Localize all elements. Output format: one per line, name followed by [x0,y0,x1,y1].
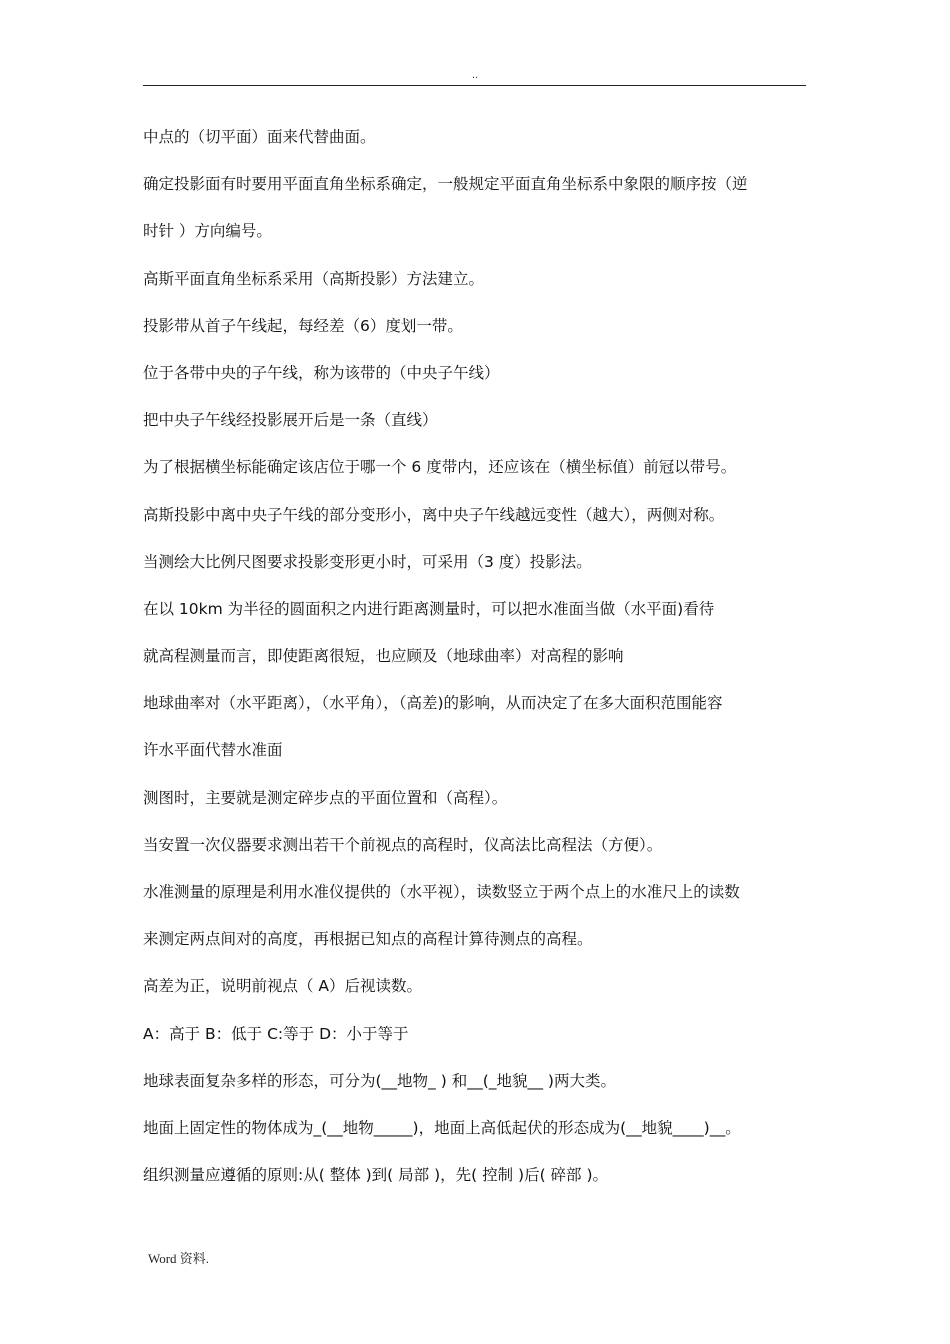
text-line-3: 时针 ）方向编号。 [143,222,272,241]
text-line-20: A：高于 B：低于 C:等于 D：小于等于 [143,1024,409,1043]
text-line-10: 当测绘大比例尺图要求投影变形更小时，可采用（3 度）投影法。 [143,552,592,571]
text-line-23: 组织测量应遵循的原则:从( 整体 )到( 局部 )，先( 控制 )后( 碎部 )。 [143,1166,609,1185]
text-line-22: 地面上固定性的物体成为_(__地物_____)，地面上高低起伏的形态成为(__地貌____)__。 [143,1118,741,1137]
text-line-11: 在以 10km 为半径的圆面积之内进行距离测量时，可以把水准面当做（水平面)看待 [143,599,715,618]
text-line-15: 测图时，主要就是测定碎步点的平面位置和（高程）。 [143,788,508,807]
text-line-16: 当安置一次仪器要求测出若干个前视点的高程时，仪高法比高程法（方便）。 [143,835,663,854]
text-line-14: 许水平面代替水准面 [143,741,283,760]
document-body [143,121,811,1206]
text-line-6: 位于各带中央的子午线，称为该带的（中央子午线） [143,363,500,382]
text-line-2: 确定投影面有时要用平面直角坐标系确定，一般规定平面直角坐标系中象限的顺序按（逆 [143,175,748,194]
header-mark: .. [471,70,479,81]
text-line-13: 地球曲率对（水平距离），（水平角），（高差)的影响，从而决定了在多大面积范围能容 [143,694,723,713]
header-rule [143,85,806,86]
text-line-21: 地球表面复杂多样的形态，可分为(__地物_ ) 和__(_地貌__ )两大类。 [143,1071,616,1090]
text-line-17: 水准测量的原理是利用水准仪提供的（水平视），读数竖立于两个点上的水准尺上的读数 [143,883,740,901]
footer-label: Word 资料. [148,1251,210,1266]
text-line-19: 高差为正，说明前视点（ A）后视读数。 [143,977,423,996]
text-line-7: 把中央子午线经投影展开后是一条（直线） [143,411,438,430]
text-line-1: 中点的（切平面）面来代替曲面。 [143,128,376,146]
text-line-9: 高斯投影中离中央子午线的部分变形小，离中央子午线越远变性（越大），两侧对称。 [143,505,725,524]
text-line-18: 来测定两点间对的高度，再根据已知点的高程计算待测点的高程。 [143,930,593,949]
text-line-4: 高斯平面直角坐标系采用（高斯投影）方法建立。 [143,269,485,288]
text-line-12: 就高程测量而言，即使距离很短，也应顾及（地球曲率）对高程的影响 [143,647,624,666]
text-line-8: 为了根据横坐标能确定该店位于哪一个 6 度带内，还应该在（横坐标值）前冠以带号。 [143,458,737,477]
text-line-5: 投影带从首子午线起，每经差（6）度划一带。 [143,316,463,335]
